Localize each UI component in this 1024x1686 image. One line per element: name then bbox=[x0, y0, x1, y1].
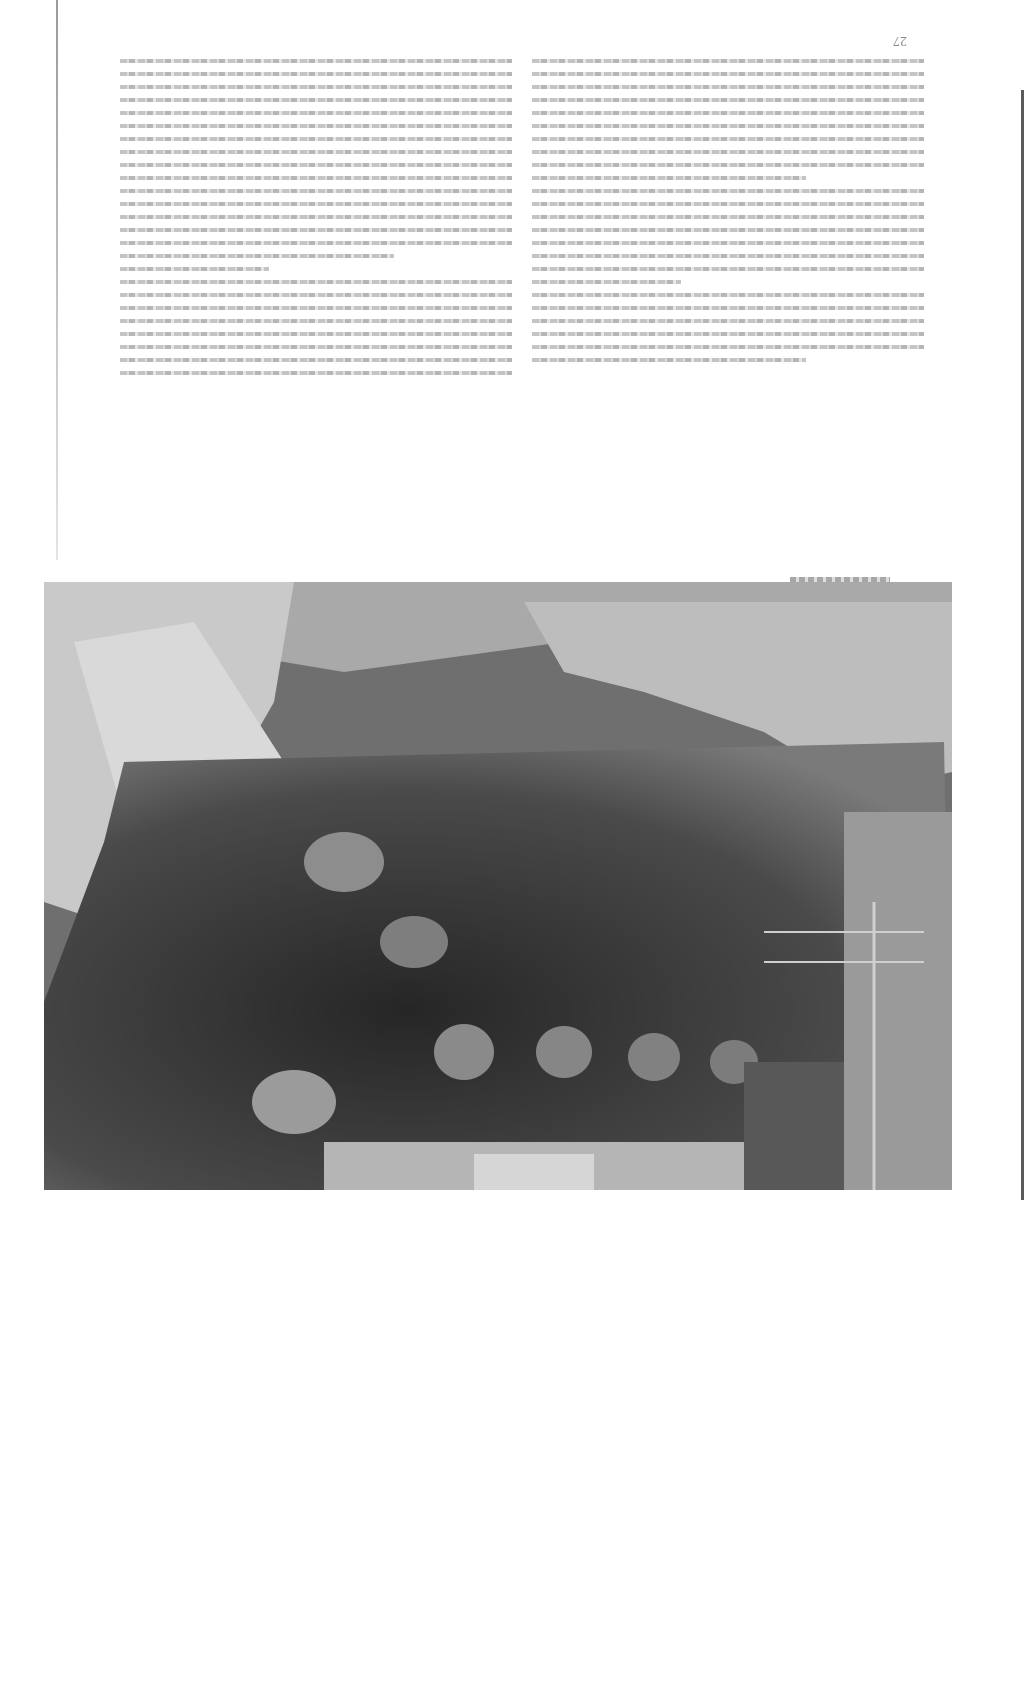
text-line bbox=[120, 59, 512, 63]
binding-edge bbox=[56, 0, 58, 560]
text-line bbox=[120, 319, 512, 323]
text-line bbox=[120, 228, 512, 232]
text-line bbox=[120, 176, 512, 180]
text-line bbox=[120, 332, 512, 336]
text-line bbox=[532, 72, 924, 76]
text-line bbox=[120, 124, 512, 128]
text-line bbox=[120, 150, 512, 154]
text-line bbox=[532, 59, 924, 63]
text-line bbox=[120, 241, 512, 245]
text-line bbox=[532, 124, 924, 128]
text-line bbox=[120, 306, 512, 310]
text-line bbox=[120, 72, 512, 76]
text-line bbox=[532, 345, 924, 349]
text-line bbox=[120, 189, 512, 193]
text-line bbox=[120, 345, 512, 349]
text-line bbox=[532, 215, 924, 219]
text-line bbox=[120, 202, 512, 206]
text-line bbox=[532, 98, 924, 102]
text-line bbox=[532, 306, 924, 310]
text-line bbox=[120, 267, 269, 271]
text-line bbox=[532, 267, 924, 271]
text-line bbox=[532, 358, 806, 362]
text-line bbox=[532, 189, 924, 193]
text-line bbox=[120, 215, 512, 219]
photo-artwork bbox=[44, 582, 952, 1190]
text-line bbox=[120, 111, 512, 115]
text-column-left bbox=[120, 50, 512, 550]
text-line bbox=[120, 293, 512, 297]
text-line bbox=[120, 85, 512, 89]
text-line bbox=[532, 293, 924, 297]
text-line bbox=[120, 280, 512, 284]
text-line bbox=[532, 150, 924, 154]
text-line bbox=[532, 163, 924, 167]
text-line bbox=[120, 137, 512, 141]
text-line bbox=[532, 202, 924, 206]
text-line bbox=[120, 98, 512, 102]
photograph bbox=[44, 582, 952, 1190]
text-line bbox=[120, 163, 512, 167]
text-line bbox=[532, 228, 924, 232]
text-line bbox=[532, 332, 924, 336]
text-column-right bbox=[532, 50, 924, 560]
text-line bbox=[120, 358, 512, 362]
text-line bbox=[120, 371, 512, 375]
page-number: 27 bbox=[893, 33, 907, 48]
text-line bbox=[532, 85, 924, 89]
text-line bbox=[532, 137, 924, 141]
text-line bbox=[120, 254, 394, 258]
text-line bbox=[532, 254, 924, 258]
text-line bbox=[532, 319, 924, 323]
text-line bbox=[532, 280, 681, 284]
text-line bbox=[532, 176, 806, 180]
text-line bbox=[532, 241, 924, 245]
text-line bbox=[532, 111, 924, 115]
